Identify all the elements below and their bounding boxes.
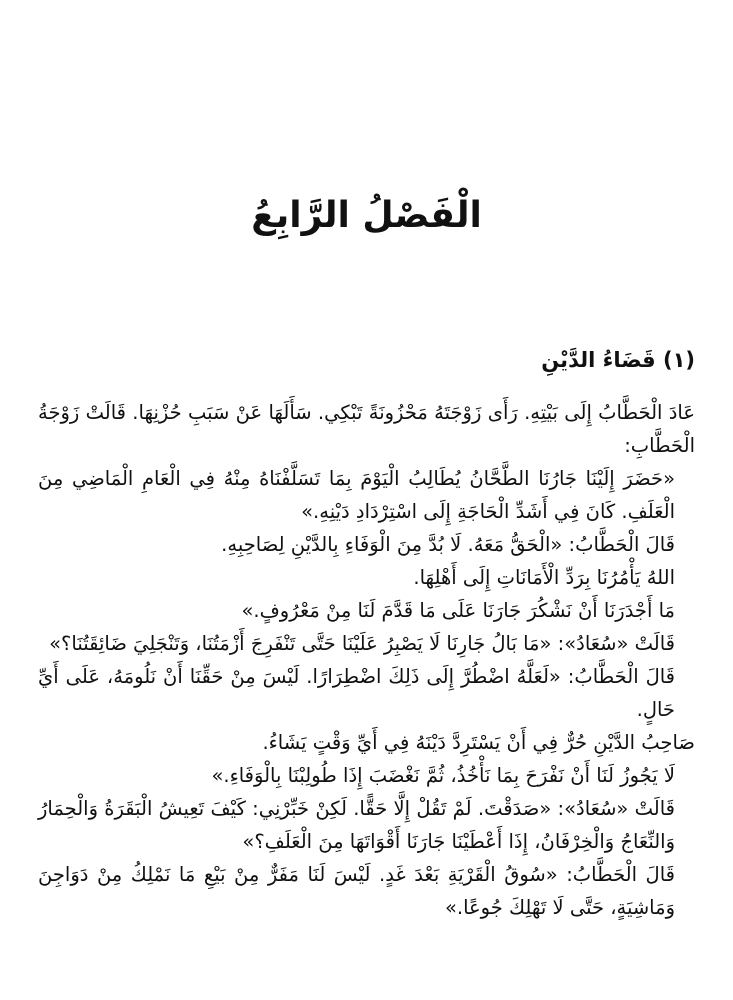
paragraph: قَالَتْ «سُعَادُ»: «مَا بَالُ جَارِنَا لَا يَصْبِرُ عَلَيْنَا حَتَّى تَنْفَرِجَ أَزْمَتُنَا، وَتَنْجَلِيَ ضَائِقَتُنَا؟» bbox=[49, 632, 675, 655]
paragraph: قَالَ الْحَطَّابُ: «سُوقُ الْقَرْيَةِ بَعْدَ غَدٍ. لَيْسَ لَنَا مَفَرٌّ مِنْ بَيْعِ مَا نَمْلِكُ مِنْ دَوَاجِنَ وَمَاشِيَةٍ، حَتَّى لَا تَهْلِكَ جُوعًا.» bbox=[38, 863, 675, 919]
paragraph: قَالَ الْحَطَّابُ: «الْحَقُّ مَعَهُ. لَا بُدَّ مِنَ الْوَفَاءِ بِالدَّيْنِ لِصَاحِبِهِ. bbox=[221, 533, 675, 556]
paragraph: اللهُ يَأْمُرُنَا بِرَدِّ الْأَمَانَاتِ إِلَى أَهْلِهَا. bbox=[413, 566, 675, 589]
paragraph: لَا يَجُوزُ لَنَا أَنْ نَفْرَحَ بِمَا نَأْخُذُ، ثُمَّ نَغْضَبَ إِذَا طُولِبْنَا بِالْوَفَاءِ.» bbox=[211, 764, 675, 787]
paragraph: مَا أَجْدَرَنَا أَنْ نَشْكُرَ جَارَنَا عَلَى مَا قَدَّمَ لَنَا مِنْ مَعْرُوفٍ.» bbox=[241, 599, 675, 622]
section-heading: (١) قَضَاءُ الدَّيْنِ bbox=[541, 348, 695, 372]
chapter-title: الْفَصْلُ الرَّابِعُ bbox=[251, 195, 482, 236]
paragraph: عَادَ الْحَطَّابُ إِلَى بَيْتِهِ. رَأَى زَوْجَتَهُ مَحْزُونَةً تَبْكِي. سَأَلَهَا عَنْ سَبَبِ حُزْنِهَا. قَالَتْ زَوْجَةُ الْحَطَّابِ: bbox=[38, 401, 695, 457]
paragraph: قَالَ الْحَطَّابُ: «لَعَلَّهُ اضْطُرَّ إِلَى ذَلِكَ اضْطِرَارًا. لَيْسَ مِنْ حَقِّنَا أَنْ نَلُومَهُ، عَلَى أَيِّ حَالٍ. bbox=[38, 665, 675, 721]
paragraph: صَاحِبُ الدَّيْنِ حُرٌّ فِي أَنْ يَسْتَرِدَّ دَيْنَهُ فِي أَيِّ وَقْتٍ يَشَاءُ. bbox=[262, 731, 695, 754]
body-text bbox=[38, 396, 695, 924]
paragraph: «حَضَرَ إِلَيْنَا جَارُنَا الطَّحَّانُ يُطَالِبُ الْيَوْمَ بِمَا تَسَلَّفْنَاهُ مِنْهُ فِي الْعَامِ الْمَاضِي مِنَ الْعَلَفِ. كَانَ فِي أَشَدِّ الْحَاجَةِ إِلَى اسْتِرْدَادِ دَيْنِهِ.» bbox=[38, 467, 675, 523]
paragraph: قَالَتْ «سُعَادُ»: «صَدَقْتَ. لَمْ تَقُلْ إِلَّا حَقًّا. لَكِنْ خَبِّرْنِي: كَيْفَ تَعِيشُ الْبَقَرَةُ وَالْحِمَارُ وَالنِّعَاجُ وَالْخِرْفَانُ، إِذَا أَعْطَيْنَا جَارَنَا أَقْوَاتَهَا مِنَ الْعَلَفِ؟» bbox=[38, 797, 675, 853]
